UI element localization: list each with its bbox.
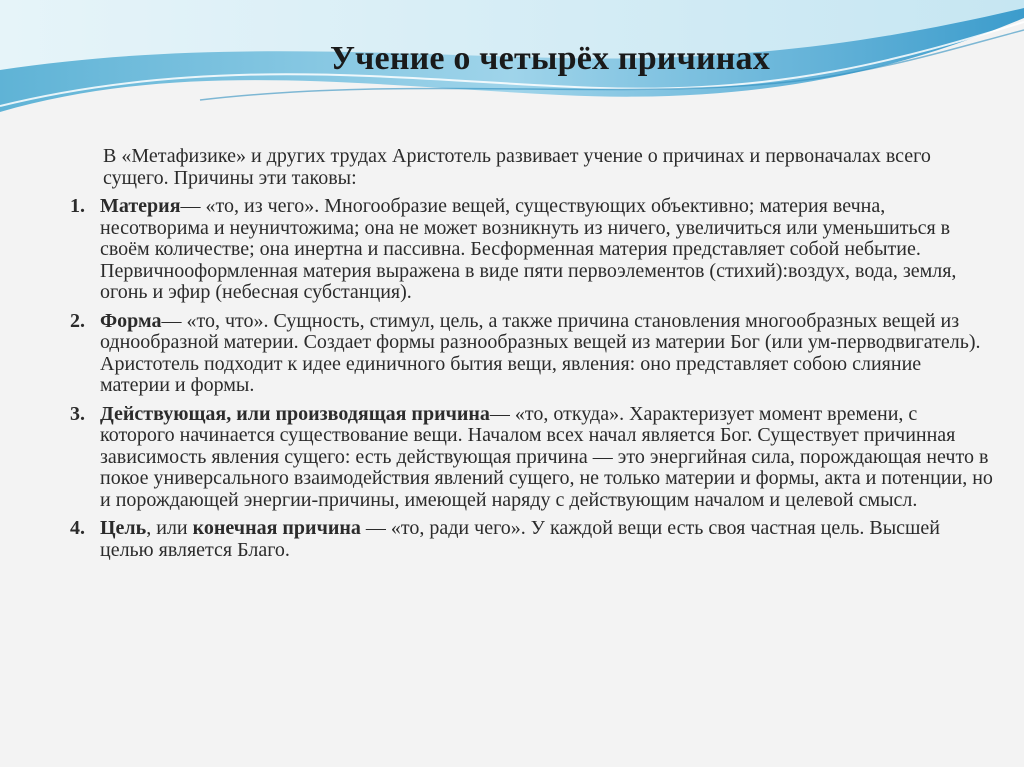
list-item-final-cause — [70, 518, 995, 561]
intro-paragraph: В «Метафизике» и других трудах Аристотель развивает учение о причинах и первоначалах всего сущего. Причины эти таковы: — [103, 145, 931, 189]
item-number: 3. — [70, 402, 85, 425]
item-text: — «то, из чего». Многообразие вещей, существующих объективно; материя вечна, несотворима и неуничтожима; она не может возникнуть из ничего, увеличиться или уменьшиться в своём количестве; она инертна и пассивна. Бесформенная материя представляет собой небытие. Первичнооформленная материя выражена в виде пяти первоэлементов (стихий):воздух, вода, земля, огонь и эфир (небесная субстанция). — [100, 195, 957, 303]
list-item-efficient-cause — [70, 404, 995, 512]
item-text: — «то, ради чего». У каждой вещи есть своя частная цель. Высшей целью является Благо. — [100, 517, 940, 561]
item-term-secondary: конечная причина — [192, 517, 361, 539]
item-text: — «то, откуда». Характеризует момент времени, с которого начинается существование вещи. Началом всех начал является Бог. Существует причинная зависимость явления сущего: есть действующая причина — это энергийная сила, порождающая нечто в покое универсального взаимодействия явлений сущего, не только материи и формы, акта и потенции, но и порождающей энергии-причины, имеющей наряду с действующим началом и целевой смысл. — [100, 402, 993, 511]
slide-body — [70, 146, 995, 568]
item-term: Материя — [100, 195, 181, 217]
list-item-matter — [70, 196, 995, 304]
item-number: 2. — [70, 309, 85, 332]
list-item-form — [70, 311, 995, 397]
item-number: 4. — [70, 517, 85, 539]
item-term: Цель — [100, 517, 147, 539]
item-connector: , или — [146, 517, 193, 539]
item-text: — «то, что». Сущность, стимул, цель, а также причина становления многообразных вещей из однообразной материи. Создает формы разнообразных вещей из материи Бог (или ум-перводвигатель). Аристотель подходит к идее единичного бытия вещи, явления: оно представляет собою слияние материи и формы. — [100, 309, 981, 396]
item-term: Действующая, или производящая причина — [100, 402, 490, 425]
slide-title: Учение о четырёх причинах — [330, 40, 770, 77]
item-number: 1. — [70, 195, 85, 217]
item-term: Форма — [100, 309, 162, 332]
